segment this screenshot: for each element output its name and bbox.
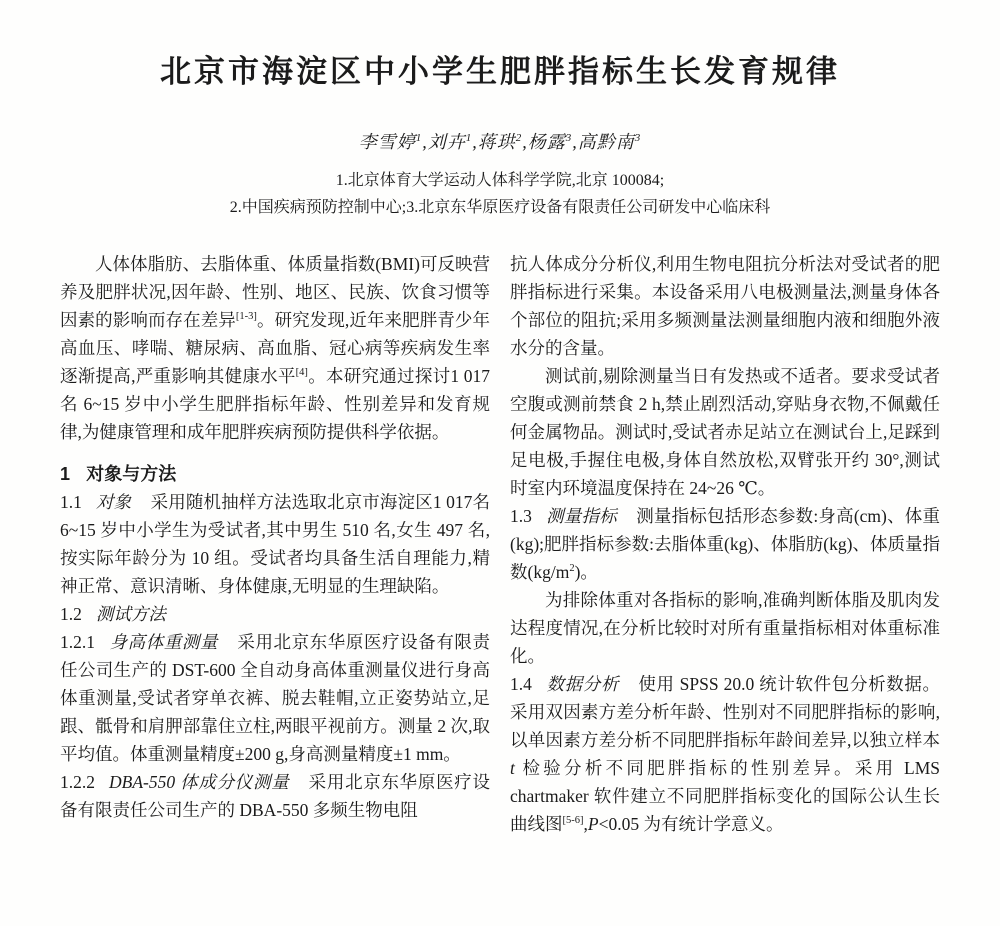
- subsection-1-1-subjects: [60, 488, 490, 600]
- text-segment: ,: [422, 132, 428, 152]
- superscript: 3: [565, 132, 573, 144]
- text-segment: 身高体重测量: [109, 632, 219, 652]
- superscript: 1: [465, 132, 473, 144]
- text-segment: 人体体脂肪、去脂体重、体质量指数(BMI)可反映营养及肥胖状况,因年龄、性别、地区、民族、饮食习惯等因素的影响而存在差异: [60, 254, 490, 330]
- text-segment: 蒋珙: [477, 132, 516, 152]
- paragraph-weight-standardization: [510, 586, 940, 670]
- text-segment: 1.1: [60, 492, 82, 512]
- superscript: [1-3]: [235, 311, 257, 323]
- text-segment: 检验分析不同肥胖指标的性别差异。采用 LMS chartmaker 软件建立不同肥胖指标变化的国际公认生长曲线图: [510, 758, 940, 834]
- superscript: [4]: [295, 367, 308, 379]
- text-segment: 测量指标包括形态参数:身高(cm)、体重(kg);肥胖指标参数:去脂体重(kg)、体脂肪(kg)、体质量指数(kg/m: [510, 506, 941, 582]
- text-segment: 1.4: [510, 674, 532, 694]
- section-heading-subjects-and-methods: [60, 460, 490, 488]
- subsection-1-4-data-analysis: [510, 670, 940, 838]
- text-segment: 。研究发现,近年来肥胖青少年高血压、哮喘、糖尿病、高血脂、冠心病等疾病发生率逐渐提高,严重影响其健康水平: [60, 310, 491, 386]
- text-segment: ,: [522, 132, 528, 152]
- text-segment: 1.2.2: [60, 772, 95, 792]
- text-segment: 对象: [95, 492, 132, 512]
- superscript: 2: [515, 132, 523, 144]
- column-right: [510, 250, 940, 838]
- subsection-1-3-measurement-indicators: [510, 502, 940, 586]
- superscript: 1: [415, 132, 423, 144]
- text-segment: 1: [60, 464, 71, 484]
- continuation-paragraph-analyzer: [510, 250, 940, 362]
- text-segment: 采用北京东华原医疗设备有限责任公司生产的 DST-600 全自动身高体重测量仪进行身高体重测量,受试者穿单衣裤、脱去鞋帽,立正姿势站立,足跟、骶骨和肩胛部靠住立柱,两眼平视前方。测量 2 次,取平均值。体重测量精度±200 g,身高测量精度±1 mm。: [60, 632, 491, 764]
- text-segment: 测试前,剔除测量当日有发热或不适者。要求受试者空腹或测前禁食 2 h,禁止剧烈活动,穿贴身衣物,不佩戴任何金属物品。测试时,受试者赤足站立在测试台上,足踩到足电极,手握住电极,身体自然放松,双臂张开约 30°,测试时室内环境温度保持在 24~26 ℃。: [510, 366, 940, 498]
- affiliations-block: [0, 167, 1000, 221]
- text-segment: 。本研究通过探讨1 017 名 6~15 岁中小学生肥胖指标年龄、性别差异和发育规律,为健康管理和成年肥胖疾病预防提供科学依据。: [60, 366, 491, 442]
- text-segment: 抗人体成分分析仪,利用生物电阻抗分析法对受试者的肥胖指标进行采集。本设备采用八电极测量法,测量身体各个部位的阻抗;采用多频测量法测量细胞内液和细胞外液水分的含量。: [510, 254, 940, 358]
- text-segment: 1.2.1: [60, 632, 95, 652]
- intro-paragraph: [60, 250, 490, 446]
- text-segment: t: [510, 758, 515, 778]
- text-segment: ,: [572, 132, 578, 152]
- text-segment: 测量指标: [545, 506, 617, 526]
- page-title: 北京市海淀区中小学生肥胖指标生长发育规律: [160, 54, 840, 89]
- paragraph-test-conditions: [510, 362, 940, 502]
- text-segment: 刘卉: [427, 132, 466, 152]
- superscript: 2: [569, 563, 575, 575]
- text-segment: P: [587, 814, 599, 834]
- superscript: [5-6]: [562, 815, 584, 827]
- body-columns: [0, 250, 1000, 838]
- column-left: [60, 250, 490, 838]
- text-segment: 数据分析: [545, 674, 620, 694]
- text-segment: ,: [583, 814, 588, 834]
- superscript: 3: [634, 132, 642, 144]
- text-segment: 高黔南: [577, 132, 635, 152]
- text-segment: 使用 SPSS 20.0 统计软件包分析数据。采用双因素方差分析年龄、性别对不同肥胖指标的影响,以单因素方差分析不同肥胖指标年龄间差异,以独立样本: [510, 674, 941, 750]
- text-segment: <0.05 为有统计学意义。: [598, 814, 784, 834]
- text-segment: 李雪婷: [358, 132, 416, 152]
- text-segment: ,: [472, 132, 478, 152]
- affiliation-line-1: 1.北京体育大学运动人体科学学院,北京 100084;: [335, 172, 665, 189]
- text-segment: 对象与方法: [86, 464, 177, 484]
- text-segment: 杨露: [527, 132, 566, 152]
- affiliation-line-2: 2.中国疾病预防控制中心;3.北京东华原医疗设备有限责任公司研发中心临床科: [229, 199, 771, 216]
- text-segment: 为排除体重对各指标的影响,准确判断体脂及肌肉发达程度情况,在分析比较时对所有重量指标相对体重标准化。: [510, 590, 940, 666]
- subsection-1-2-test-methods: [60, 600, 490, 628]
- subsection-1-2-1-height-weight: [60, 628, 490, 768]
- text-segment: 测试方法: [95, 604, 166, 624]
- subsection-1-2-2-body-composition: [60, 768, 490, 824]
- text-segment: DBA-550 体成分仪测量: [109, 772, 290, 792]
- text-segment: 1.3: [510, 506, 532, 526]
- text-segment: )。: [574, 562, 598, 582]
- text-segment: 采用随机抽样方法选取北京市海淀区1 017名6~15 岁中小学生为受试者,其中男生 510 名,女生 497 名,按实际年龄分为 10 组。受试者均具备生活自理能力,精神正常、意识清晰、身体健康,无明显的生理缺陷。: [60, 492, 491, 596]
- text-segment: 1.2: [60, 604, 82, 624]
- authors-line: [0, 128, 1000, 154]
- text-segment: 采用北京东华原医疗设备有限责任公司生产的 DBA-550 多频生物电阻: [60, 772, 490, 820]
